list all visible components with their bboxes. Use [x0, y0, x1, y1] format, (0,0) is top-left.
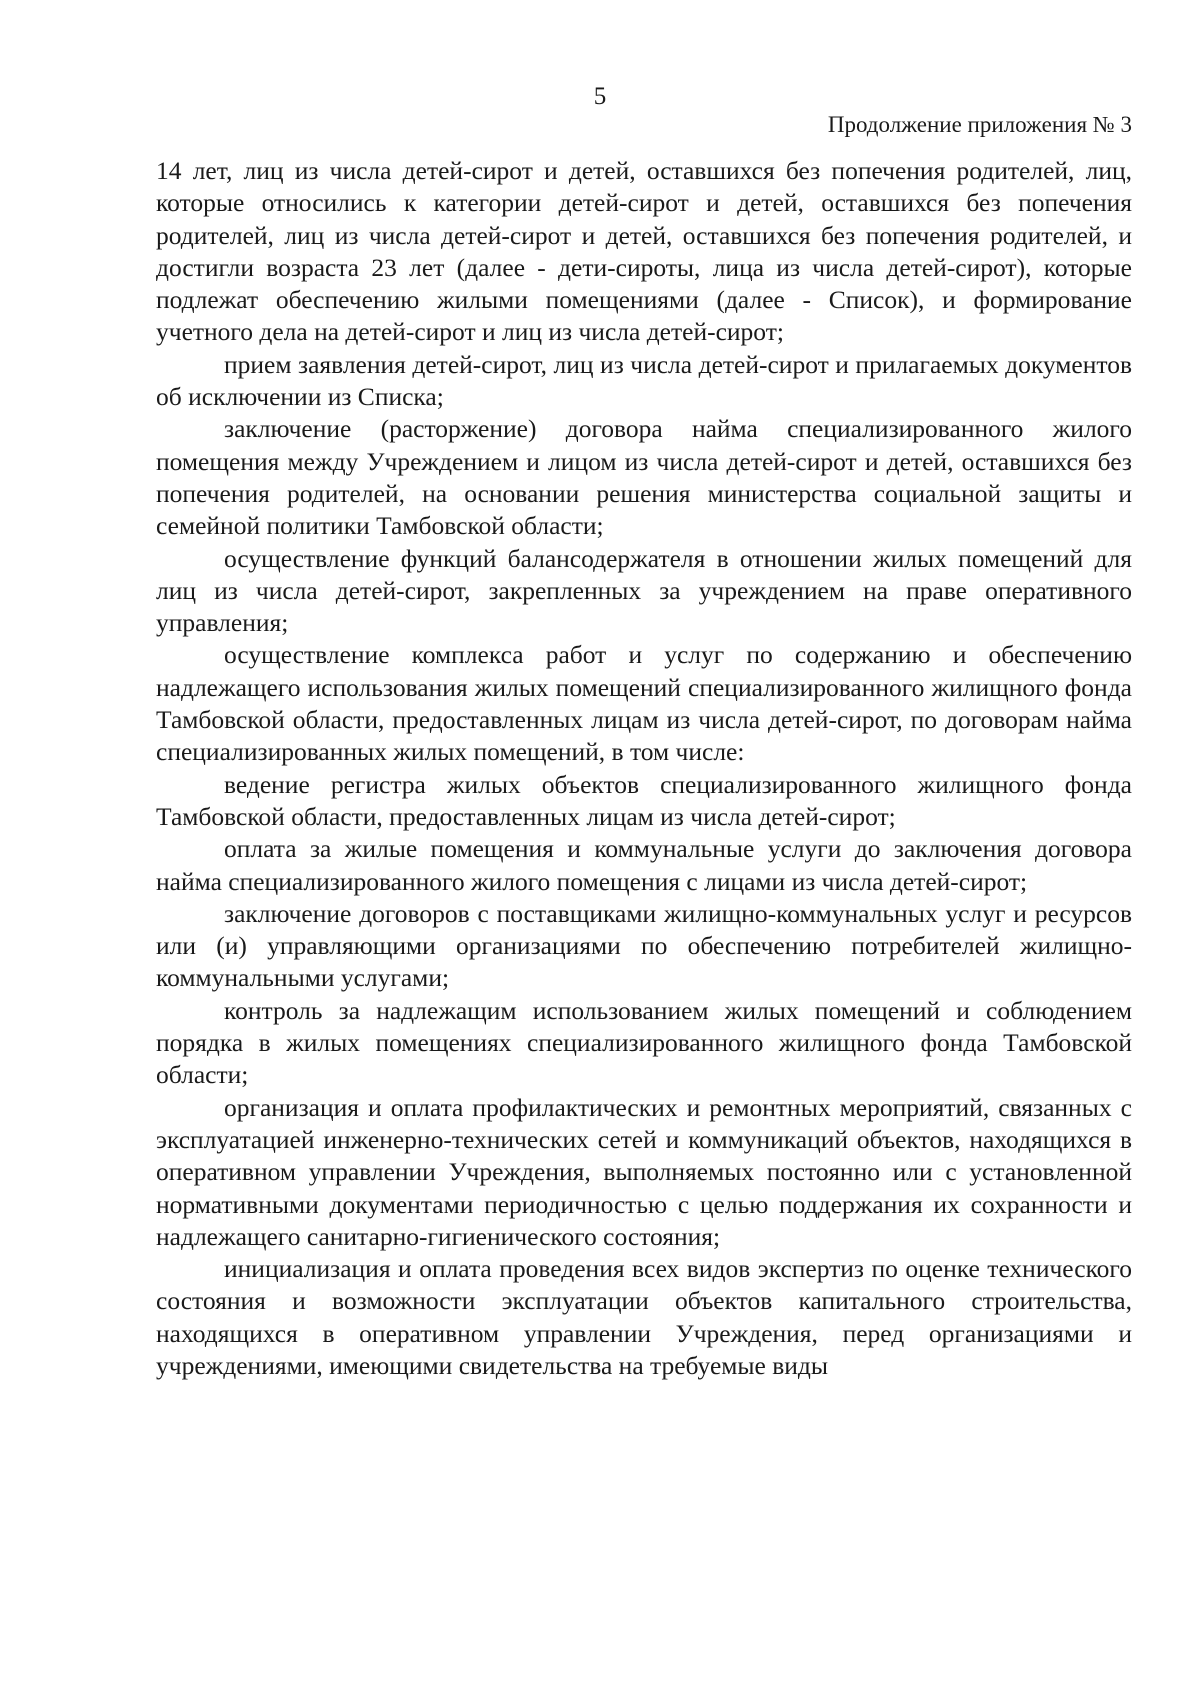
paragraph-11: инициализация и оплата проведения всех видов экспертиз по оценке технического состояния и возможности эксплуатации объектов капитального строительства, находящихся в оперативном управлении Учреждения, перед организациями и учреждениями, имеющими свидетельства на требуемые виды: [156, 1254, 1132, 1380]
paragraph-2: прием заявления детей-сирот, лиц из числа детей-сирот и прилагаемых документов об исключении из Списка;: [156, 349, 1132, 412]
paragraph-3: заключение (расторжение) договора найма специализированного жилого помещения между Учреждением и лицом из числа детей-сирот и детей, оставшихся без попечения родителей, на основании решения министерства социальной защиты и семейной политики Тамбовской области;: [156, 414, 1132, 541]
paragraph-1: 14 лет, лиц из числа детей-сирот и детей, оставшихся без попечения родителей, лиц, которые относились к категории детей-сирот и детей, оставшихся без попечения родителей, лиц из числа детей-сирот и детей, оставшихся без попечения родителей, и достигли возраста 23 лет (далее - дети-сироты, лица из числа детей-сирот), которые подлежат обеспечению жилыми помещениями (далее - Список), и формирование учетного дела на детей-сирот и лиц из числа детей-сирот;: [156, 156, 1132, 347]
appendix-continuation-note: Продолжение приложения № 3: [827, 112, 1132, 137]
paragraph-6: ведение регистра жилых объектов специализированного жилищного фонда Тамбовской области, предоставленных лицам из числа детей-сирот;: [156, 769, 1132, 831]
paragraph-4: осуществление функций балансодержателя в отношении жилых помещений для лиц из числа детей-сирот, закрепленных за учреждением на праве оперативного управления;: [156, 543, 1132, 638]
page-number: 5: [593, 83, 607, 110]
paragraph-10: организация и оплата профилактических и ремонтных мероприятий, связанных с эксплуатацией инженерно-технических сетей и коммуникаций объектов, находящихся в оперативном управлении Учреждения, выполняемых постоянно или с установленной нормативными документами периодичностью с целью поддержания их сохранности и надлежащего санитарно-гигиенического состояния;: [156, 1092, 1132, 1251]
body-text: [156, 155, 1132, 1382]
paragraph-5: осуществление комплекса работ и услуг по содержанию и обеспечению надлежащего использования жилых помещений специализированного жилищного фонда Тамбовской области, предоставленных лицам из числа детей-сирот, по договорам найма специализированных жилых помещений, в том числе:: [156, 640, 1132, 767]
paragraph-8: заключение договоров с поставщиками жилищно-коммунальных услуг и ресурсов или (и) управляющими организациями по обеспечению потребителей жилищно-коммунальными услугами;: [156, 898, 1132, 993]
paragraph-7: оплата за жилые помещения и коммунальные услуги до заключения договора найма специализированного жилого помещения с лицами из числа детей-сирот;: [156, 834, 1132, 896]
paragraph-9: контроль за надлежащим использованием жилых помещений и соблюдением порядка в жилых помещениях специализированного жилищного фонда Тамбовской области;: [156, 995, 1132, 1090]
